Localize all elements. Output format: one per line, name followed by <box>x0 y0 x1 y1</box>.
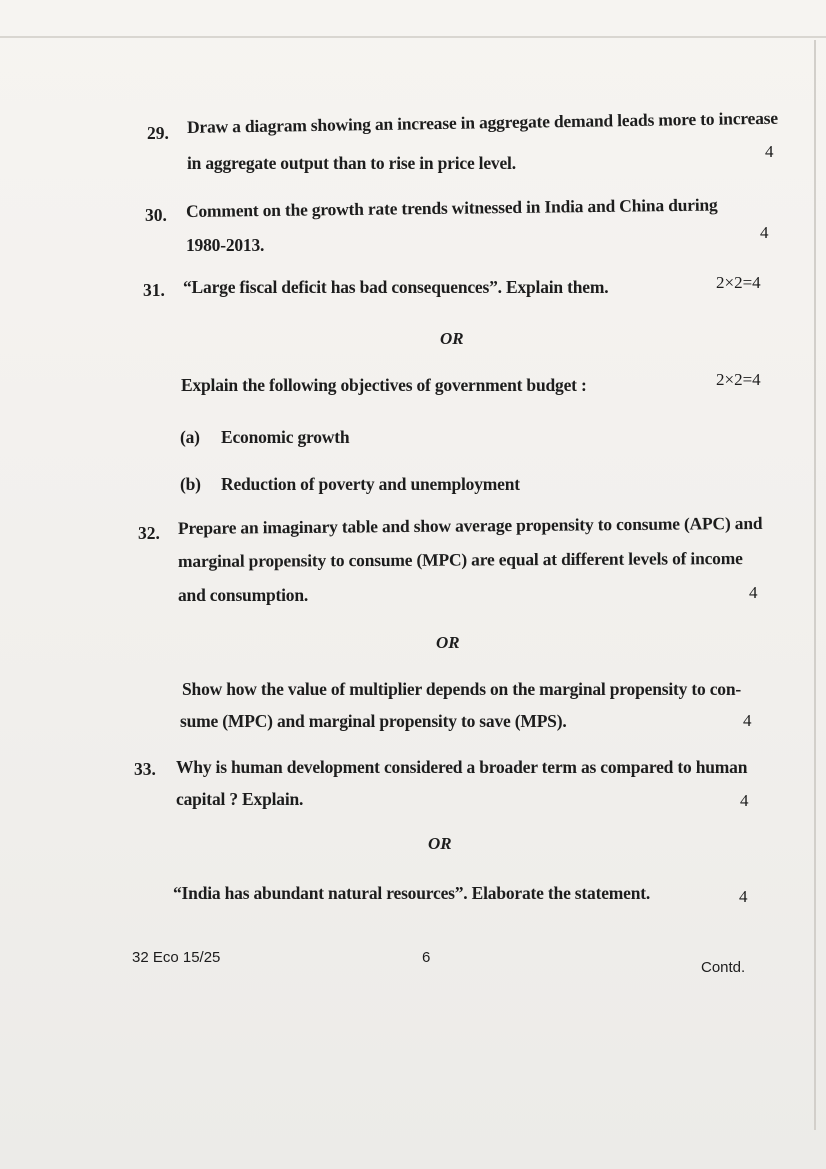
question-29-number: 29. <box>147 123 169 143</box>
question-33-alt-marks: 4 <box>739 887 748 906</box>
question-29-line-1: Draw a diagram showing an increase in aggregate demand leads more to increase <box>186 107 778 137</box>
question-31-alt-marks: 2×2=4 <box>716 370 761 389</box>
question-33-or: OR <box>428 834 452 853</box>
question-29-line-2: in aggregate output than to rise in price level. <box>187 153 516 173</box>
question-30-marks: 4 <box>760 223 769 242</box>
question-32-or: OR <box>436 633 460 652</box>
question-29-marks: 4 <box>765 142 774 161</box>
question-33-number: 33. <box>134 759 156 779</box>
question-31-item-a-label: (a) <box>180 427 200 447</box>
question-33-alt-line-1: “India has abundant natural resources”. Elaborate the statement. <box>173 883 651 903</box>
question-32-marks: 4 <box>749 583 758 602</box>
question-33-line-2: capital ? Explain. <box>176 789 304 809</box>
question-31-item-a-text: Economic growth <box>221 427 350 447</box>
question-32-line-1: Prepare an imaginary table and show average propensity to consume (APC) and <box>177 512 763 538</box>
question-30-number: 30. <box>145 205 167 225</box>
question-31-item-b-label: (b) <box>180 474 201 494</box>
question-31-alt-line-1: Explain the following objectives of government budget : <box>181 375 587 395</box>
question-31-number: 31. <box>143 280 165 300</box>
question-32-line-3: and consumption. <box>178 585 309 605</box>
question-33-marks: 4 <box>740 791 749 810</box>
question-33-line-1: Why is human development considered a broader term as compared to human <box>176 757 748 777</box>
question-32-alt-line-2: sume (MPC) and marginal propensity to save (MPS). <box>180 711 567 731</box>
question-30-line-2: 1980-2013. <box>186 235 265 255</box>
question-31-marks: 2×2=4 <box>716 273 761 292</box>
question-31-line-1: “Large fiscal deficit has bad consequences”. Explain them. <box>183 277 609 297</box>
question-32-line-2: marginal propensity to consume (MPC) are equal at different levels of income <box>177 548 743 571</box>
question-32-alt-marks: 4 <box>743 711 752 730</box>
question-31-item-b-text: Reduction of poverty and unemployment <box>221 474 520 494</box>
footer-page-number: 6 <box>422 949 431 966</box>
question-30-line-1: Comment on the growth rate trends witnessed in India and China during <box>185 194 718 221</box>
page-right-edge <box>814 40 816 1130</box>
footer-contd: Contd. <box>701 959 746 976</box>
question-31-or: OR <box>440 329 464 348</box>
question-32-alt-line-1: Show how the value of multiplier depends on the marginal propensity to con- <box>182 679 741 699</box>
question-32-number: 32. <box>138 523 160 543</box>
footer-paper-code: 32 Eco 15/25 <box>132 949 221 966</box>
page-top-edge <box>0 36 826 38</box>
